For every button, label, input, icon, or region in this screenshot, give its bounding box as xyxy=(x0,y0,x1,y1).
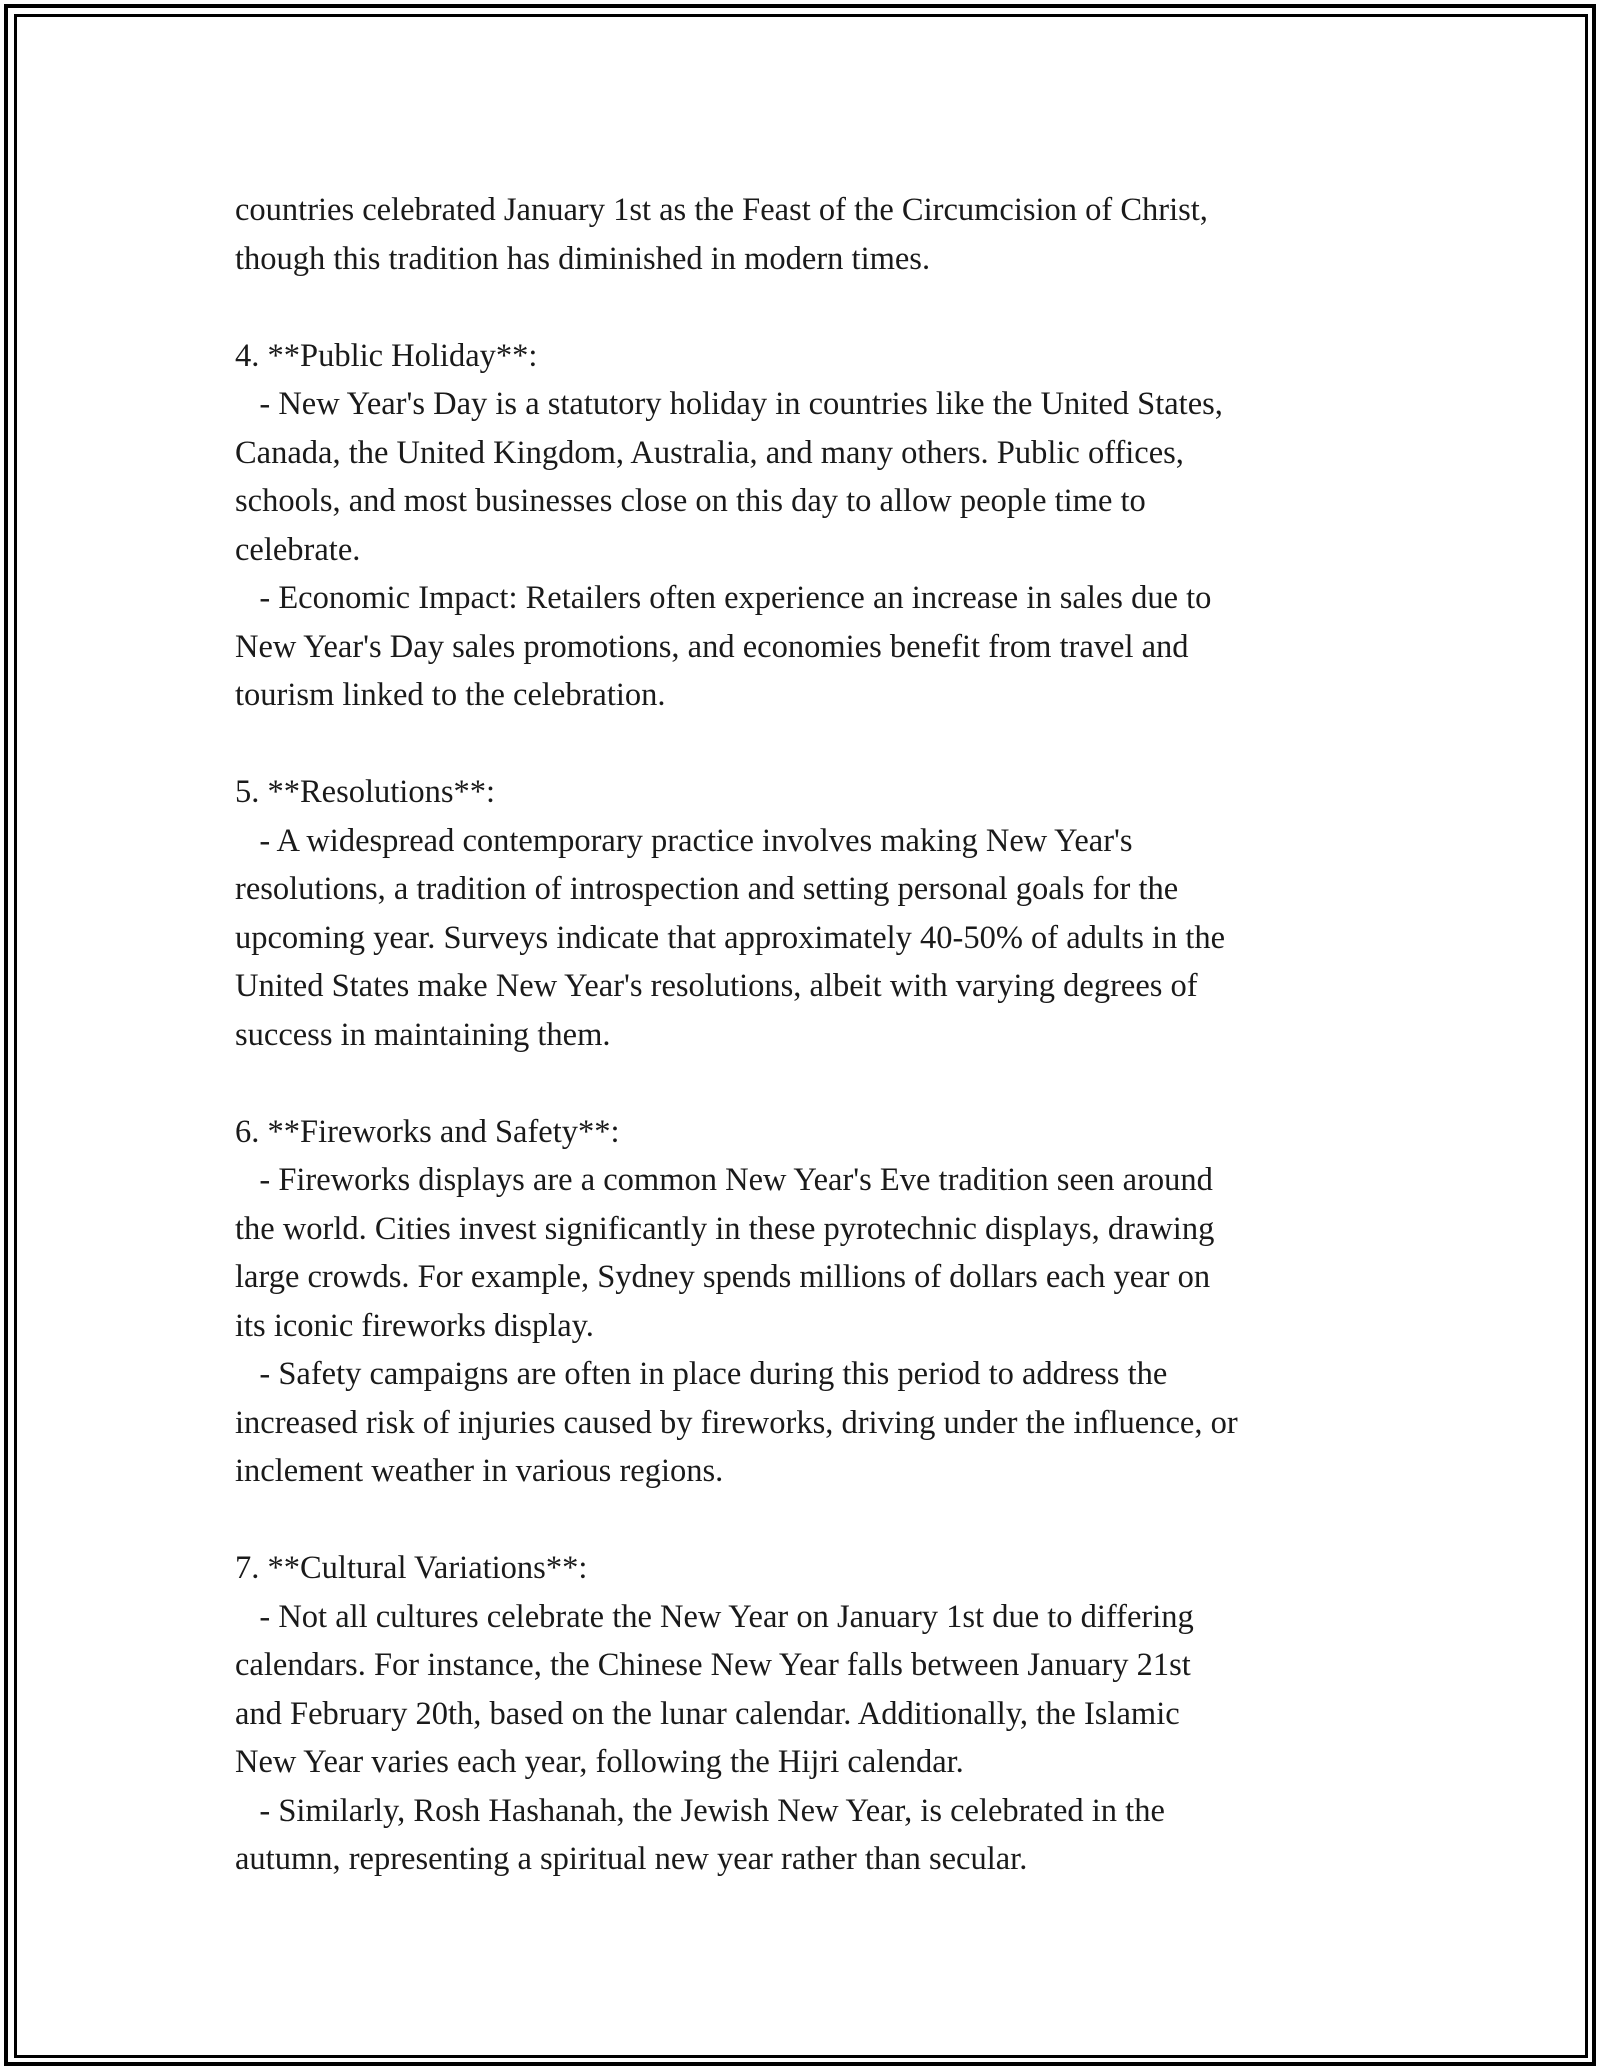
text-line: Canada, the United Kingdom, Australia, and many others. Public offices, xyxy=(235,434,1184,471)
text-line: and February 20th, based on the lunar calendar. Additionally, the Islamic xyxy=(235,1695,1180,1732)
text-line: - New Year's Day is a statutory holiday in countries like the United States, xyxy=(235,386,1223,422)
text-line: United States make New Year's resolutions, albeit with varying degrees of xyxy=(235,968,1198,1004)
text-line: 5. **Resolutions**: xyxy=(235,774,496,810)
text-line: New Year's Day sales promotions, and economies benefit from travel and xyxy=(235,628,1189,665)
text-line xyxy=(235,720,1415,769)
text-line: autumn, representing a spiritual new year rather than secular. xyxy=(235,1841,1028,1877)
text-line: its iconic fireworks display. xyxy=(235,1307,594,1344)
text-line xyxy=(235,1059,1415,1108)
text-line: upcoming year. Surveys indicate that approximately 40-50% of adults in the xyxy=(235,919,1226,956)
text-line: calendars. For instance, the Chinese New Year falls between January 21st xyxy=(235,1647,1191,1683)
text-line: - Fireworks displays are a common New Year's Eve tradition seen around xyxy=(235,1162,1213,1198)
text-line: 4. **Public Holiday**: xyxy=(235,337,538,374)
text-line: - Similarly, Rosh Hashanah, the Jewish New Year, is celebrated in the xyxy=(235,1792,1165,1829)
text-line: inclement weather in various regions. xyxy=(235,1453,724,1489)
text-line: resolutions, a tradition of introspection and setting personal goals for the xyxy=(235,871,1179,907)
text-line: large crowds. For example, Sydney spends millions of dollars each year on xyxy=(235,1259,1211,1295)
text-line: success in maintaining them. xyxy=(235,1016,611,1053)
text-line: New Year varies each year, following the Hijri calendar. xyxy=(235,1744,964,1780)
text-line xyxy=(235,283,1415,332)
text-line: though this tradition has diminished in modern times. xyxy=(235,240,931,277)
text-line: increased risk of injuries caused by fireworks, driving under the influence, or xyxy=(235,1404,1238,1441)
text-line: schools, and most businesses close on this day to allow people time to xyxy=(235,483,1146,519)
text-line: 7. **Cultural Variations**: xyxy=(235,1550,588,1586)
document-body xyxy=(235,186,1415,1884)
text-line: countries celebrated January 1st as the Feast of the Circumcision of Christ, xyxy=(235,192,1208,228)
text-line: - Economic Impact: Retailers often experience an increase in sales due to xyxy=(235,580,1212,616)
text-line xyxy=(235,1496,1415,1545)
text-line: tourism linked to the celebration. xyxy=(235,677,666,713)
text-line: - Not all cultures celebrate the New Year on January 1st due to differing xyxy=(235,1598,1194,1635)
text-line: 6. **Fireworks and Safety**: xyxy=(235,1113,620,1150)
text-line: the world. Cities invest significantly in these pyrotechnic displays, drawing xyxy=(235,1210,1215,1247)
text-line: - Safety campaigns are often in place during this period to address the xyxy=(235,1356,1168,1392)
text-line: - A widespread contemporary practice involves making New Year's xyxy=(235,822,1133,859)
text-line: celebrate. xyxy=(235,531,361,568)
